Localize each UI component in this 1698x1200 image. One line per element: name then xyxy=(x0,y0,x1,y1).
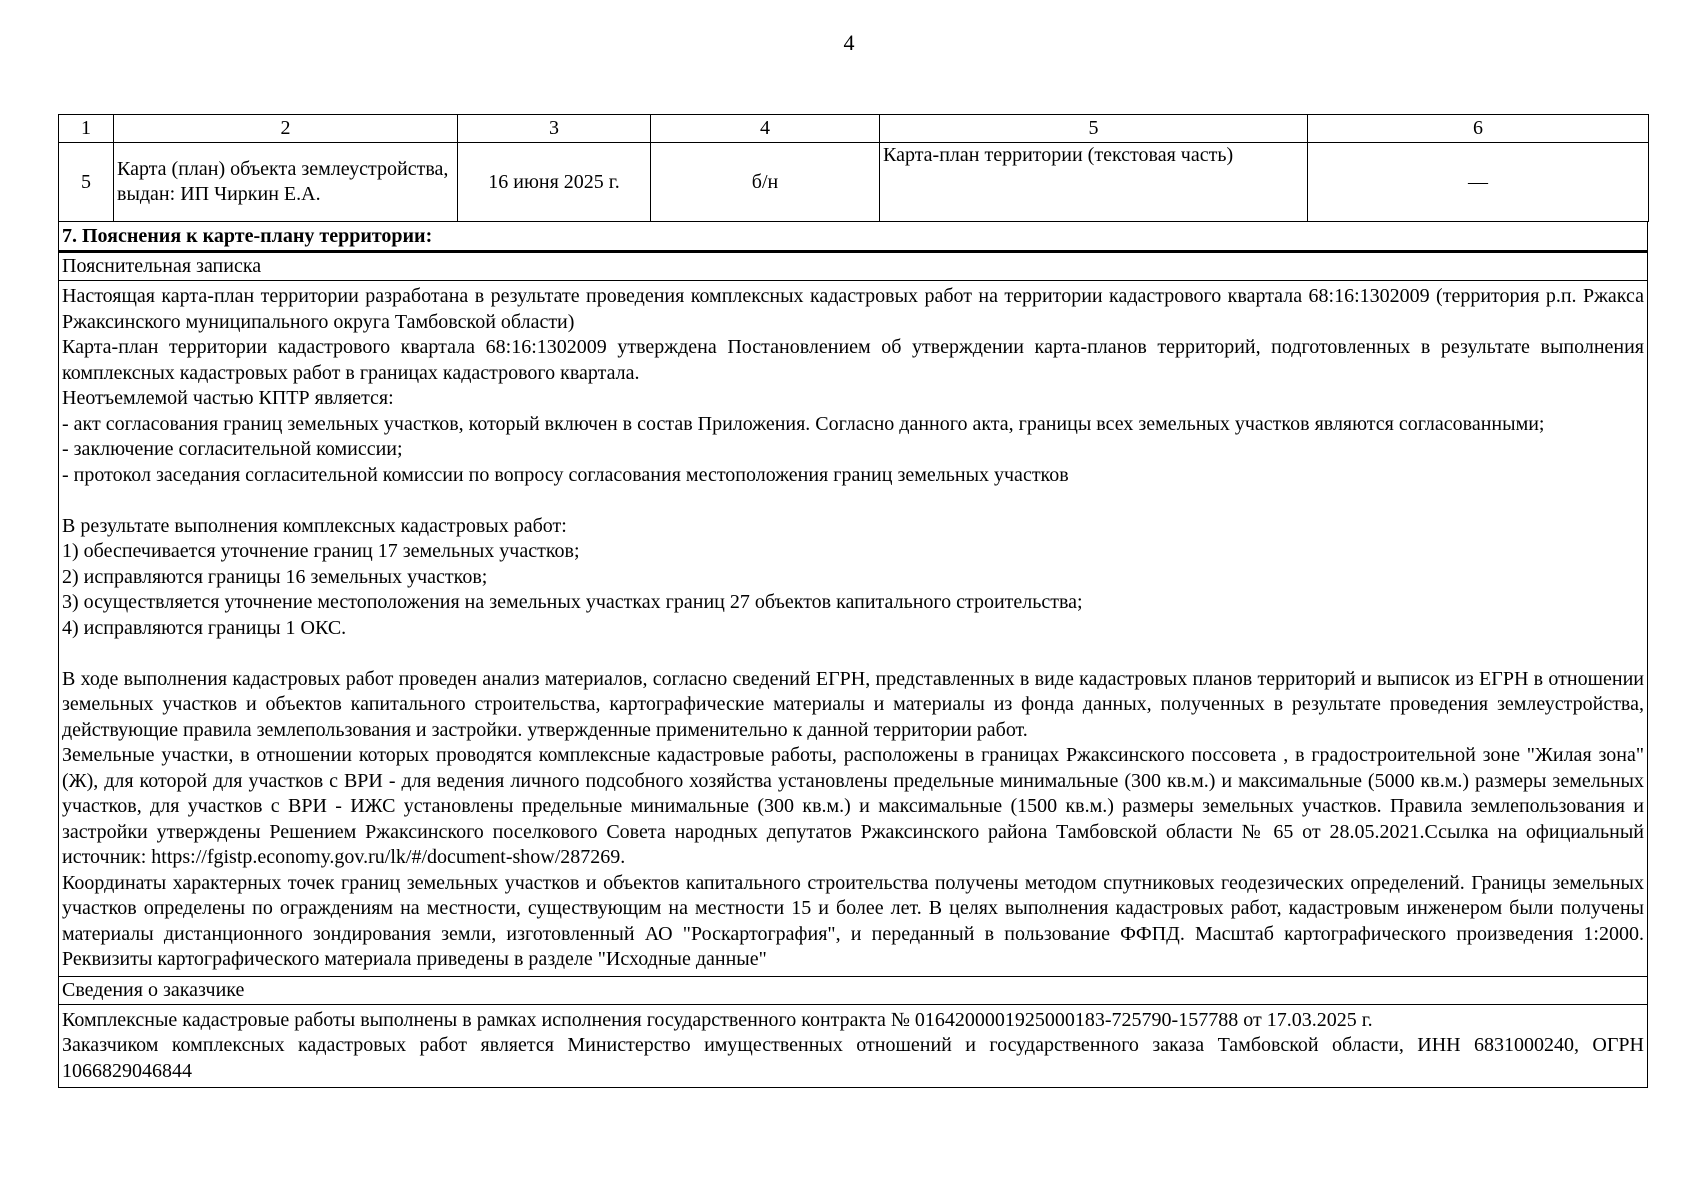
column-number: 4 xyxy=(651,115,880,143)
paragraph: - протокол заседания согласительной комиссии по вопросу согласования местоположения границ земельных участков xyxy=(62,463,1069,486)
column-number: 2 xyxy=(114,115,458,143)
paragraph: - акт согласования границ земельных участков, который включен в состав Приложения. Согласно данного акта, границы всех земельных участков являются согласованными; xyxy=(62,412,1545,435)
document-note-cell: Карта-план территории (текстовая часть) xyxy=(880,143,1308,222)
paragraph: Заказчиком комплексных кадастровых работ является Министерство имущественных отношений и государственного заказа Тамбовской области, ИНН 6831000240, ОГРН 1066829046844 xyxy=(62,1034,1644,1082)
paragraph: Неотъемлемой частью КПТР является: xyxy=(62,387,394,409)
row-number-cell: 5 xyxy=(59,143,114,222)
paragraph: 1) обеспечивается уточнение границ 17 земельных участков; xyxy=(62,540,580,562)
paragraph: В результате выполнения комплексных кадастровых работ: xyxy=(62,514,567,537)
explanatory-note-text xyxy=(58,281,1648,977)
paragraph: 4) исправляются границы 1 ОКС. xyxy=(62,616,347,639)
paragraph: 3) осуществляется уточнение местоположения на земельных участках границ 27 объектов капитального строительства; xyxy=(62,591,1083,613)
paragraph: Земельные участки, в отношении которых проводятся комплексные кадастровые работы, расположены в границах Ржаксинского поссовета , в градостроительной зоне "Жилая зона" (Ж), для которой для участков с ВРИ - для ведения личного подсобного хозяйства установлены предельные минимальные (300 кв.м.) и максимальные (5000 кв.м.) размеры земельных участков, для участков с ВРИ - ИЖС установлены предельные минимальные (300 кв.м.) и максимальные (1500 кв.м.) размеры земельных участков. Правила землепользования и застройки утверждены Решением Ржаксинского поселкового Совета народных депутатов Ржаксинского района Тамбовской области № 65 от 28.05.2021.Ссылка на официальный источник: https://fgistp.economy.gov.ru/lk/#/document-show/287269. xyxy=(62,744,1644,868)
column-number: 1 xyxy=(59,115,114,143)
customer-info-label: Сведения о заказчике xyxy=(58,977,1648,1005)
document-extra-cell: — xyxy=(1308,143,1649,222)
column-number: 3 xyxy=(458,115,651,143)
paragraph: Карта-план территории кадастрового квартала 68:16:1302009 утверждена Постановлением об утверждении карта-планов территорий, подготовленных в результате выполнения комплексных кадастровых работ в границах кадастрового квартала. xyxy=(62,336,1644,384)
paragraph: Настоящая карта-план территории разработана в результате проведения комплексных кадастровых работ на территории кадастрового квартала 68:16:1302009 (территория р.п. Ржакса Ржаксинского муниципального округа Тамбовской области) xyxy=(62,285,1644,333)
paragraph: В ходе выполнения кадастровых работ проведен анализ материалов, согласно сведений ЕГРН, представленных в виде кадастровых планов территорий и выписок из ЕГРН в отношении земельных участков и объектов капитального строительства, картографические материалы и материалы из фонда данных, полученных в результате проведения землеустройства, действующие правила землепользования и застройки. утвержденные применительно к данной территории работ. xyxy=(62,667,1644,741)
column-numbers-row xyxy=(59,115,1649,143)
document-date-cell: 16 июня 2025 г. xyxy=(458,143,651,222)
blank-line xyxy=(62,488,1644,514)
table-row xyxy=(59,143,1649,222)
column-number: 5 xyxy=(880,115,1308,143)
document-sheet xyxy=(58,114,1648,1088)
page-number: 4 xyxy=(843,30,855,55)
blank-line xyxy=(62,641,1644,667)
paragraph: Координаты характерных точек границ земельных участков и объектов капитального строительства получены методом спутниковых геодезических определений. Границы земельных участков определены по ограждениям на местности, существующим на местности 15 и более лет. В целях выполнения кадастровых работ, кадастровым инженером были получены материалы дистанционного зондирования земли, изготовленный АО "Роскартография", и переданный в пользование ФФПД. Масштаб картографического произведения 1:2000. Реквизиты картографического материала приведены в разделе "Исходные данные" xyxy=(62,871,1644,970)
section-title: 7. Пояснения к карте-плану территории: xyxy=(58,222,1648,253)
documents-table xyxy=(58,114,1649,222)
document-name-cell: Карта (план) объекта землеустройства, выдан: ИП Чиркин Е.А. xyxy=(114,143,458,222)
customer-info-text xyxy=(58,1005,1648,1089)
column-number: 6 xyxy=(1308,115,1649,143)
document-number-cell: б/н xyxy=(651,143,880,222)
paragraph: - заключение согласительной комиссии; xyxy=(62,438,403,460)
explanatory-note-label: Пояснительная записка xyxy=(58,253,1648,281)
paragraph: 2) исправляются границы 16 земельных участков; xyxy=(62,565,488,588)
paragraph: Комплексные кадастровые работы выполнены в рамках исполнения государственного контракта № 0164200001925000183-725790-157788 от 17.03.2025 г. xyxy=(62,1008,1373,1031)
